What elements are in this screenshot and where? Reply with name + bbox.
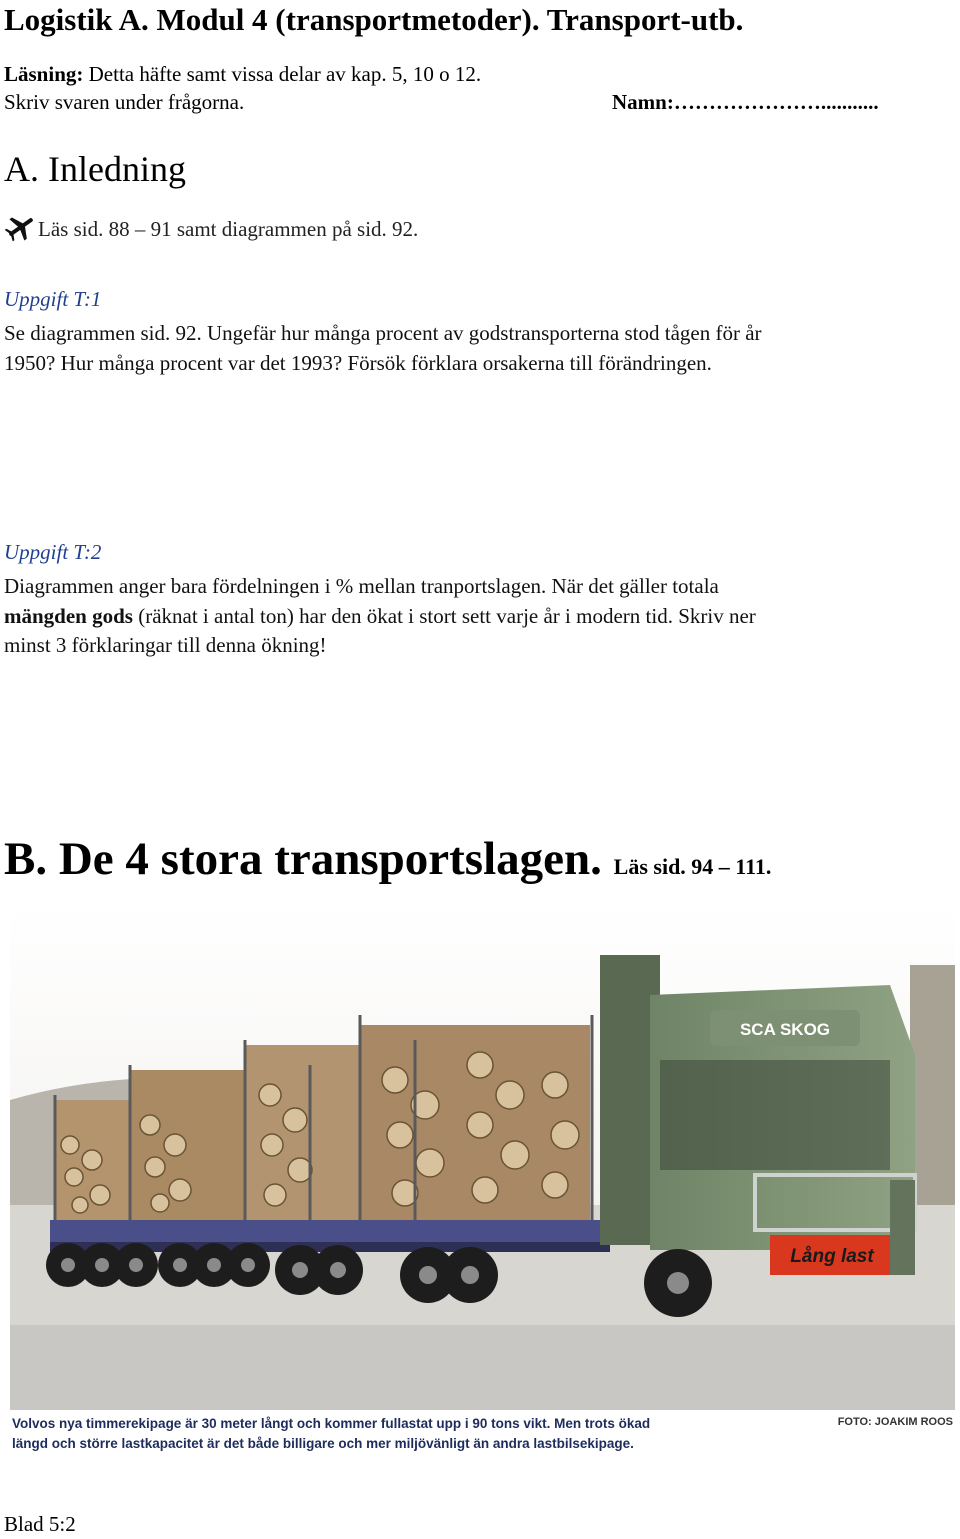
caption-line: längd och större lastkapacitet är det både billigare och mer miljövänligt än andra lastbilsekipage. bbox=[12, 1436, 634, 1451]
task2-line2 bbox=[4, 602, 954, 632]
photo-credit: FOTO: JOAKIM ROOS bbox=[837, 1416, 953, 1428]
name-dots: …………………........... bbox=[673, 90, 879, 114]
section-b-read-text: Läs sid. 94 – 111. bbox=[613, 854, 772, 879]
timber-truck-photo bbox=[10, 905, 955, 1460]
front-sign-text: Lång last bbox=[790, 1246, 874, 1267]
truck-cab bbox=[600, 955, 915, 1275]
task2-bold-phrase: mängden gods bbox=[4, 603, 133, 628]
task1-line: 1950? Hur många procent var det 1993? Försök förklara orsakerna till förändringen. bbox=[4, 350, 712, 375]
reading-text: Detta häfte samt vissa delar av kap. 5, 10 o 12. bbox=[83, 62, 482, 86]
task2-line1: Diagrammen anger bara fördelningen i % mellan tranportslagen. När det gäller totala bbox=[4, 574, 719, 598]
name-label: Namn: bbox=[612, 90, 674, 114]
task2-text bbox=[4, 572, 954, 661]
cab-sign-text: SCA SKOG bbox=[739, 1020, 831, 1039]
reading-label: Läsning: bbox=[4, 62, 84, 86]
reading-line bbox=[4, 62, 481, 87]
page-footer: Blad 5:2 bbox=[4, 1512, 76, 1536]
section-a-read-line bbox=[4, 212, 418, 242]
task1-text bbox=[4, 319, 954, 378]
name-field[interactable] bbox=[612, 90, 879, 115]
task2-line2-rest: (räknat i antal ton) har den ökat i stort sett varje år i modern tid. Skriv ner bbox=[132, 603, 756, 628]
section-a-heading: A. Inledning bbox=[4, 149, 186, 189]
timber-truck-illustration bbox=[10, 905, 955, 1410]
task1-line: Se diagrammen sid. 92. Ungefär hur många procent av godstransporterna stod tågen för år bbox=[4, 321, 762, 345]
photo-caption bbox=[10, 1410, 955, 1460]
section-b-heading bbox=[4, 832, 771, 886]
section-a-read-text: Läs sid. 88 – 91 samt diagrammen på sid. 92. bbox=[38, 217, 419, 241]
airplane-icon bbox=[4, 212, 38, 242]
task1-label: Uppgift T:1 bbox=[4, 287, 102, 311]
instruction-line: Skriv svaren under frågorna. bbox=[4, 90, 245, 114]
page-title: Logistik A. Modul 4 (transportmetoder). Transport-utb. bbox=[4, 2, 744, 37]
caption-line: Volvos nya timmerekipage är 30 meter långt och kommer fullastat upp i 90 tons vikt. Men trots ökad bbox=[12, 1416, 651, 1431]
task2-line3: minst 3 förklaringar till denna ökning! bbox=[4, 633, 327, 657]
section-b-title: B. De 4 stora transportslagen. bbox=[4, 833, 602, 885]
task2-label: Uppgift T:2 bbox=[4, 540, 102, 564]
